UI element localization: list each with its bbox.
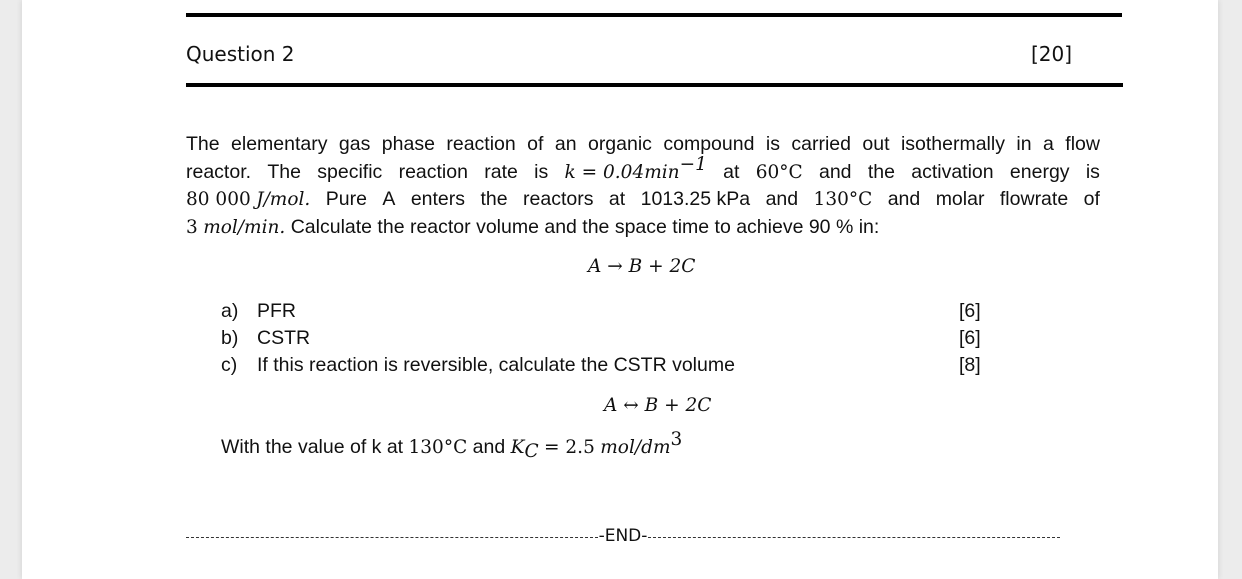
part-marks: [8] — [959, 354, 981, 376]
reference-temperature: 60°C — [755, 161, 803, 183]
equilibrium-condition: With the value of k at 130°C and $K_C = 2.5$ mol/$dm^3$ — [221, 429, 683, 462]
end-dash-right — [648, 537, 1060, 538]
activation-energy: 80 000 J/mol. — [186, 189, 311, 210]
bottom-rule — [186, 83, 1123, 87]
problem-line-3: 80 000 J/mol. Pure A enters the reactors at 1013.25 kPa and 130°C and molar flowrate of — [186, 186, 1100, 214]
list-item: b) CSTR — [221, 327, 311, 349]
equilibrium-constant: $K_C = 2.5$ mol/$dm^3$ — [510, 429, 683, 462]
inlet-pressure: 1013.25 kPa — [640, 188, 751, 210]
list-item: a) PFR — [221, 300, 296, 322]
molar-flowrate: 3 mol/min. — [186, 216, 286, 238]
list-item: c) If this reaction is reversible, calculate the CSTR volume — [221, 354, 735, 376]
problem-statement — [186, 131, 1100, 241]
question-parts-list — [221, 298, 735, 379]
problem-line-2: reactor. The specific reaction rate is $k = 0.04\min^{-1}$ at 60°C and the activation energy is — [186, 159, 1100, 187]
reversible-reaction-equation: A ↔ B + 2C — [604, 395, 712, 416]
rate-constant: $k = 0.04\min^{-1}$ — [564, 153, 707, 183]
top-rule — [186, 13, 1122, 17]
part-marks: [6] — [959, 300, 981, 322]
inlet-temperature: 130°C — [813, 189, 873, 210]
end-dash-left — [186, 537, 598, 538]
part-marks: [6] — [959, 327, 981, 349]
end-label: -END- — [598, 526, 648, 546]
document-page — [22, 0, 1218, 579]
question-title: Question 2 — [186, 42, 295, 66]
question-total-marks: [20] — [1031, 42, 1073, 66]
problem-line-1: The elementary gas phase reaction of an organic compound is carried out isothermally in a flow — [186, 133, 1100, 155]
part-marks-column — [959, 298, 981, 379]
reaction-equation: A → B + 2C — [588, 256, 696, 277]
problem-line-4: 3 mol/min. Calculate the reactor volume and the space time to achieve 90 % in: — [186, 214, 1100, 242]
end-marker — [186, 524, 1060, 548]
